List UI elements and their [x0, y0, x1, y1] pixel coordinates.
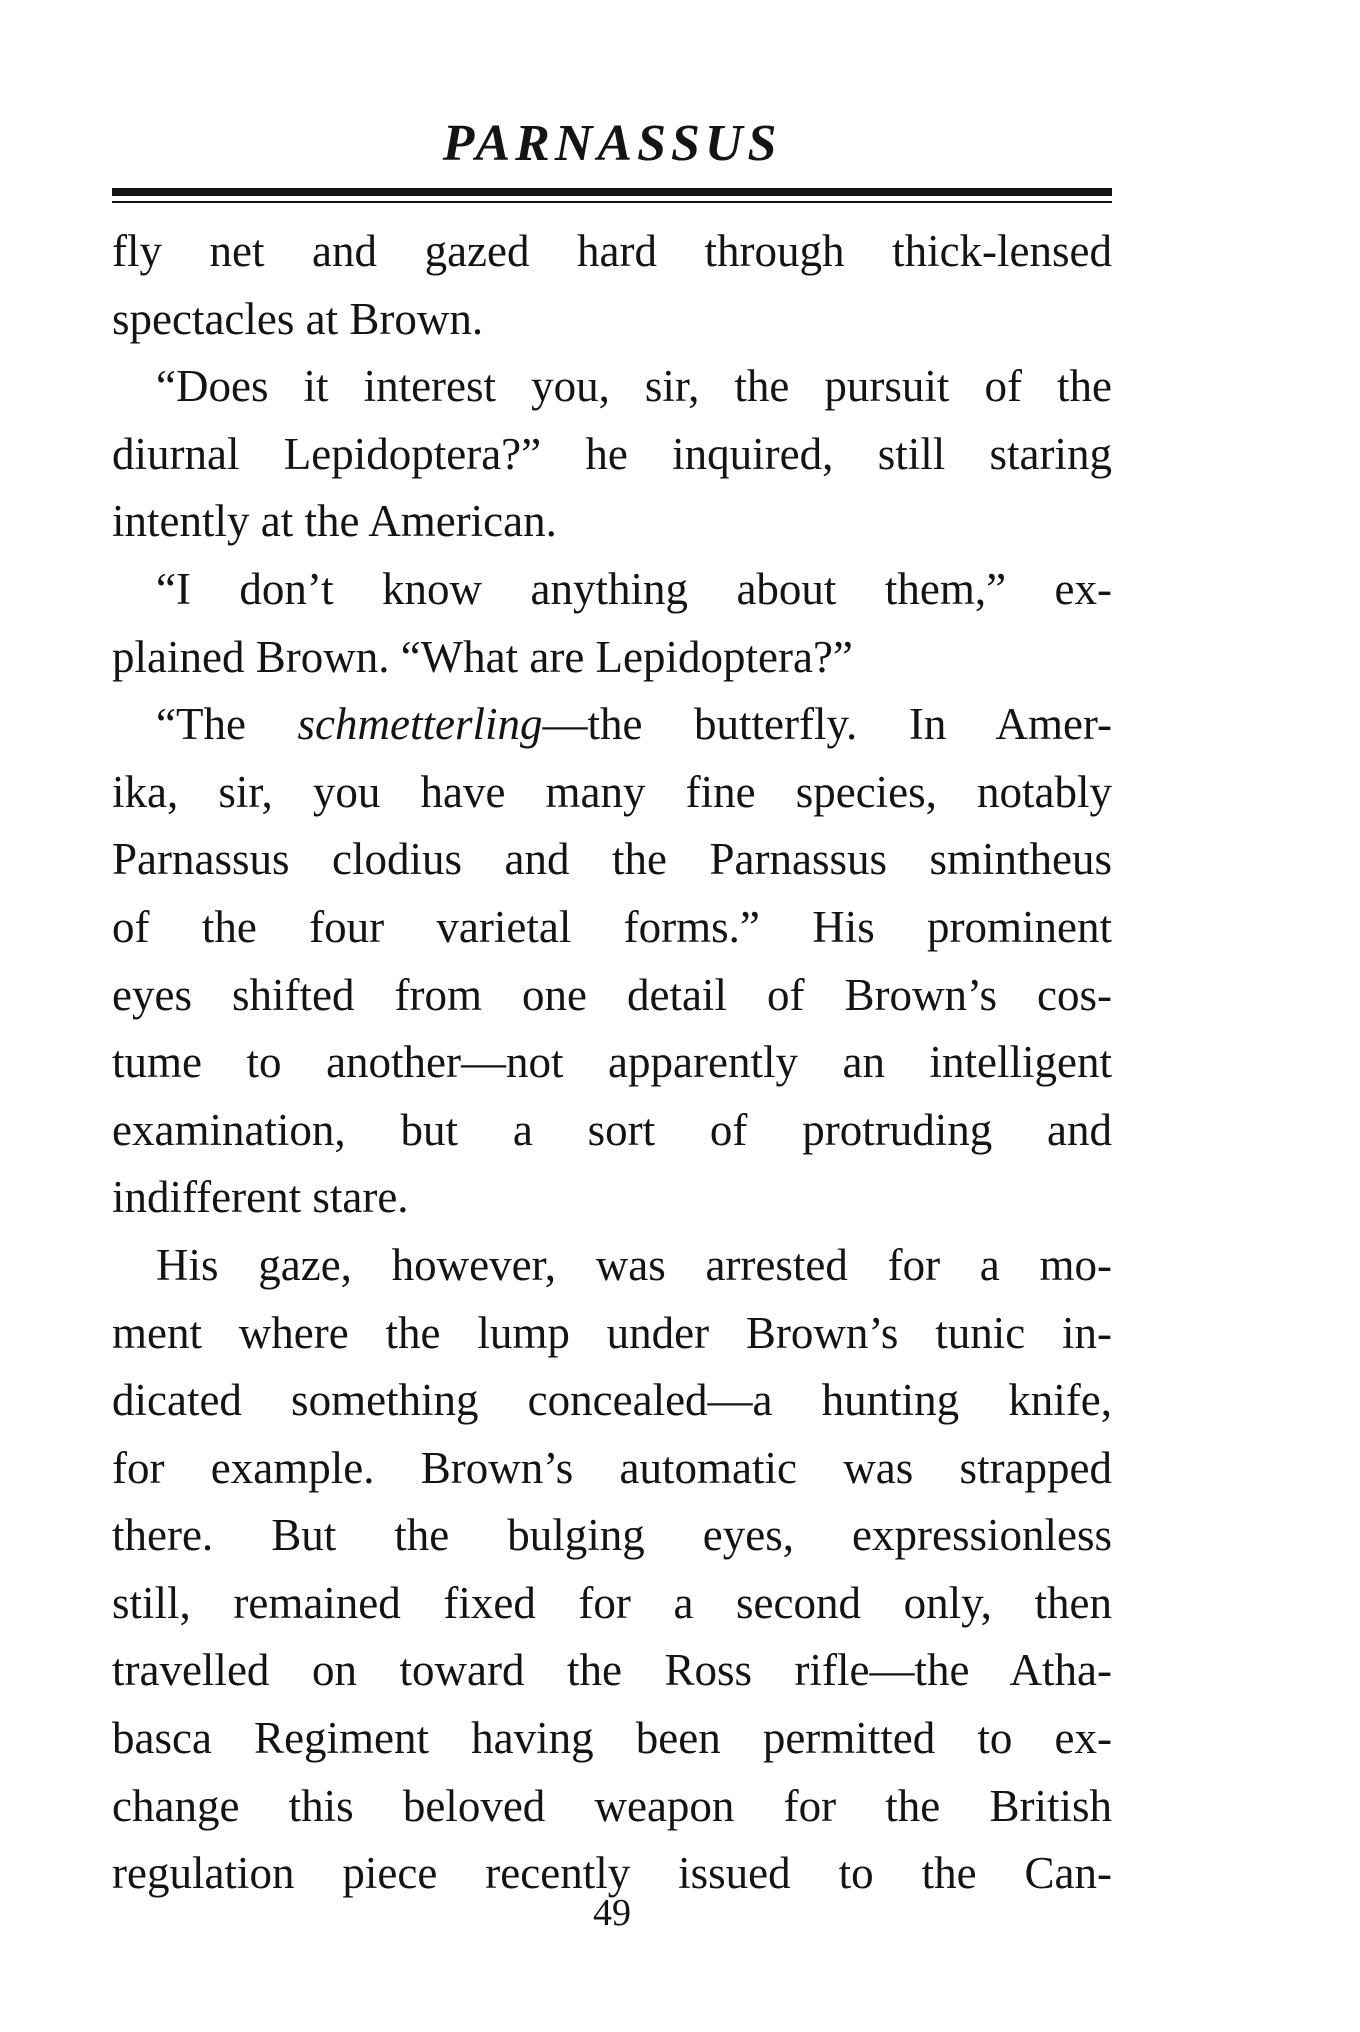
text-line: ment where the lump under Brown’s tunic in-: [112, 1307, 1112, 1358]
text-line: “Does it interest you, sir, the pursuit of the: [156, 361, 1112, 412]
header-rule-thick: [112, 188, 1112, 196]
text-line: regulation piece recently issued to the Can-: [112, 1848, 1112, 1899]
text-line: travelled on toward the Ross rifle—the Atha-: [112, 1645, 1112, 1696]
text-line: eyes shifted from one detail of Brown’s cos-: [112, 969, 1112, 1020]
page-number: 49: [593, 1892, 631, 1934]
text-line: diurnal Lepidoptera?” he inquired, still staring: [112, 428, 1112, 479]
text-line: spectacles at Brown.: [112, 293, 484, 344]
text-line: plained Brown. “What are Lepidoptera?”: [112, 631, 853, 682]
text-line: tume to another—not apparently an intelligent: [112, 1037, 1112, 1088]
text-line: dicated something concealed—a hunting knife,: [112, 1375, 1112, 1426]
text-line: of the four varietal forms.” His prominent: [112, 901, 1112, 952]
text-line: intently at the American.: [112, 496, 557, 547]
text-line: “The schmetterling—the butterfly. In Amer-: [156, 699, 1112, 750]
text-line: examination, but a sort of protruding and: [112, 1104, 1112, 1155]
text-line: for example. Brown’s automatic was strapped: [112, 1442, 1112, 1493]
text-line: Parnassus clodius and the Parnassus smintheus: [112, 834, 1112, 885]
text-line: ika, sir, you have many fine species, notably: [112, 766, 1112, 817]
running-head: PARNASSUS: [442, 115, 782, 172]
text-line: fly net and gazed hard through thick-lensed: [112, 226, 1112, 276]
text-line: His gaze, however, was arrested for a mo-: [156, 1239, 1112, 1290]
header-rule-thin: [112, 201, 1112, 203]
text-line: basca Regiment having been permitted to ex-: [112, 1713, 1112, 1764]
body-text: [112, 218, 1112, 1908]
text-line: there. But the bulging eyes, expressionless: [112, 1510, 1112, 1561]
text-line: still, remained fixed for a second only, then: [112, 1577, 1112, 1628]
text-line: “I don’t know anything about them,” ex-: [156, 563, 1112, 614]
text-line: change this beloved weapon for the British: [112, 1780, 1112, 1831]
text-line: indifferent stare.: [112, 1172, 409, 1223]
italic-term: schmetterling: [297, 699, 543, 750]
